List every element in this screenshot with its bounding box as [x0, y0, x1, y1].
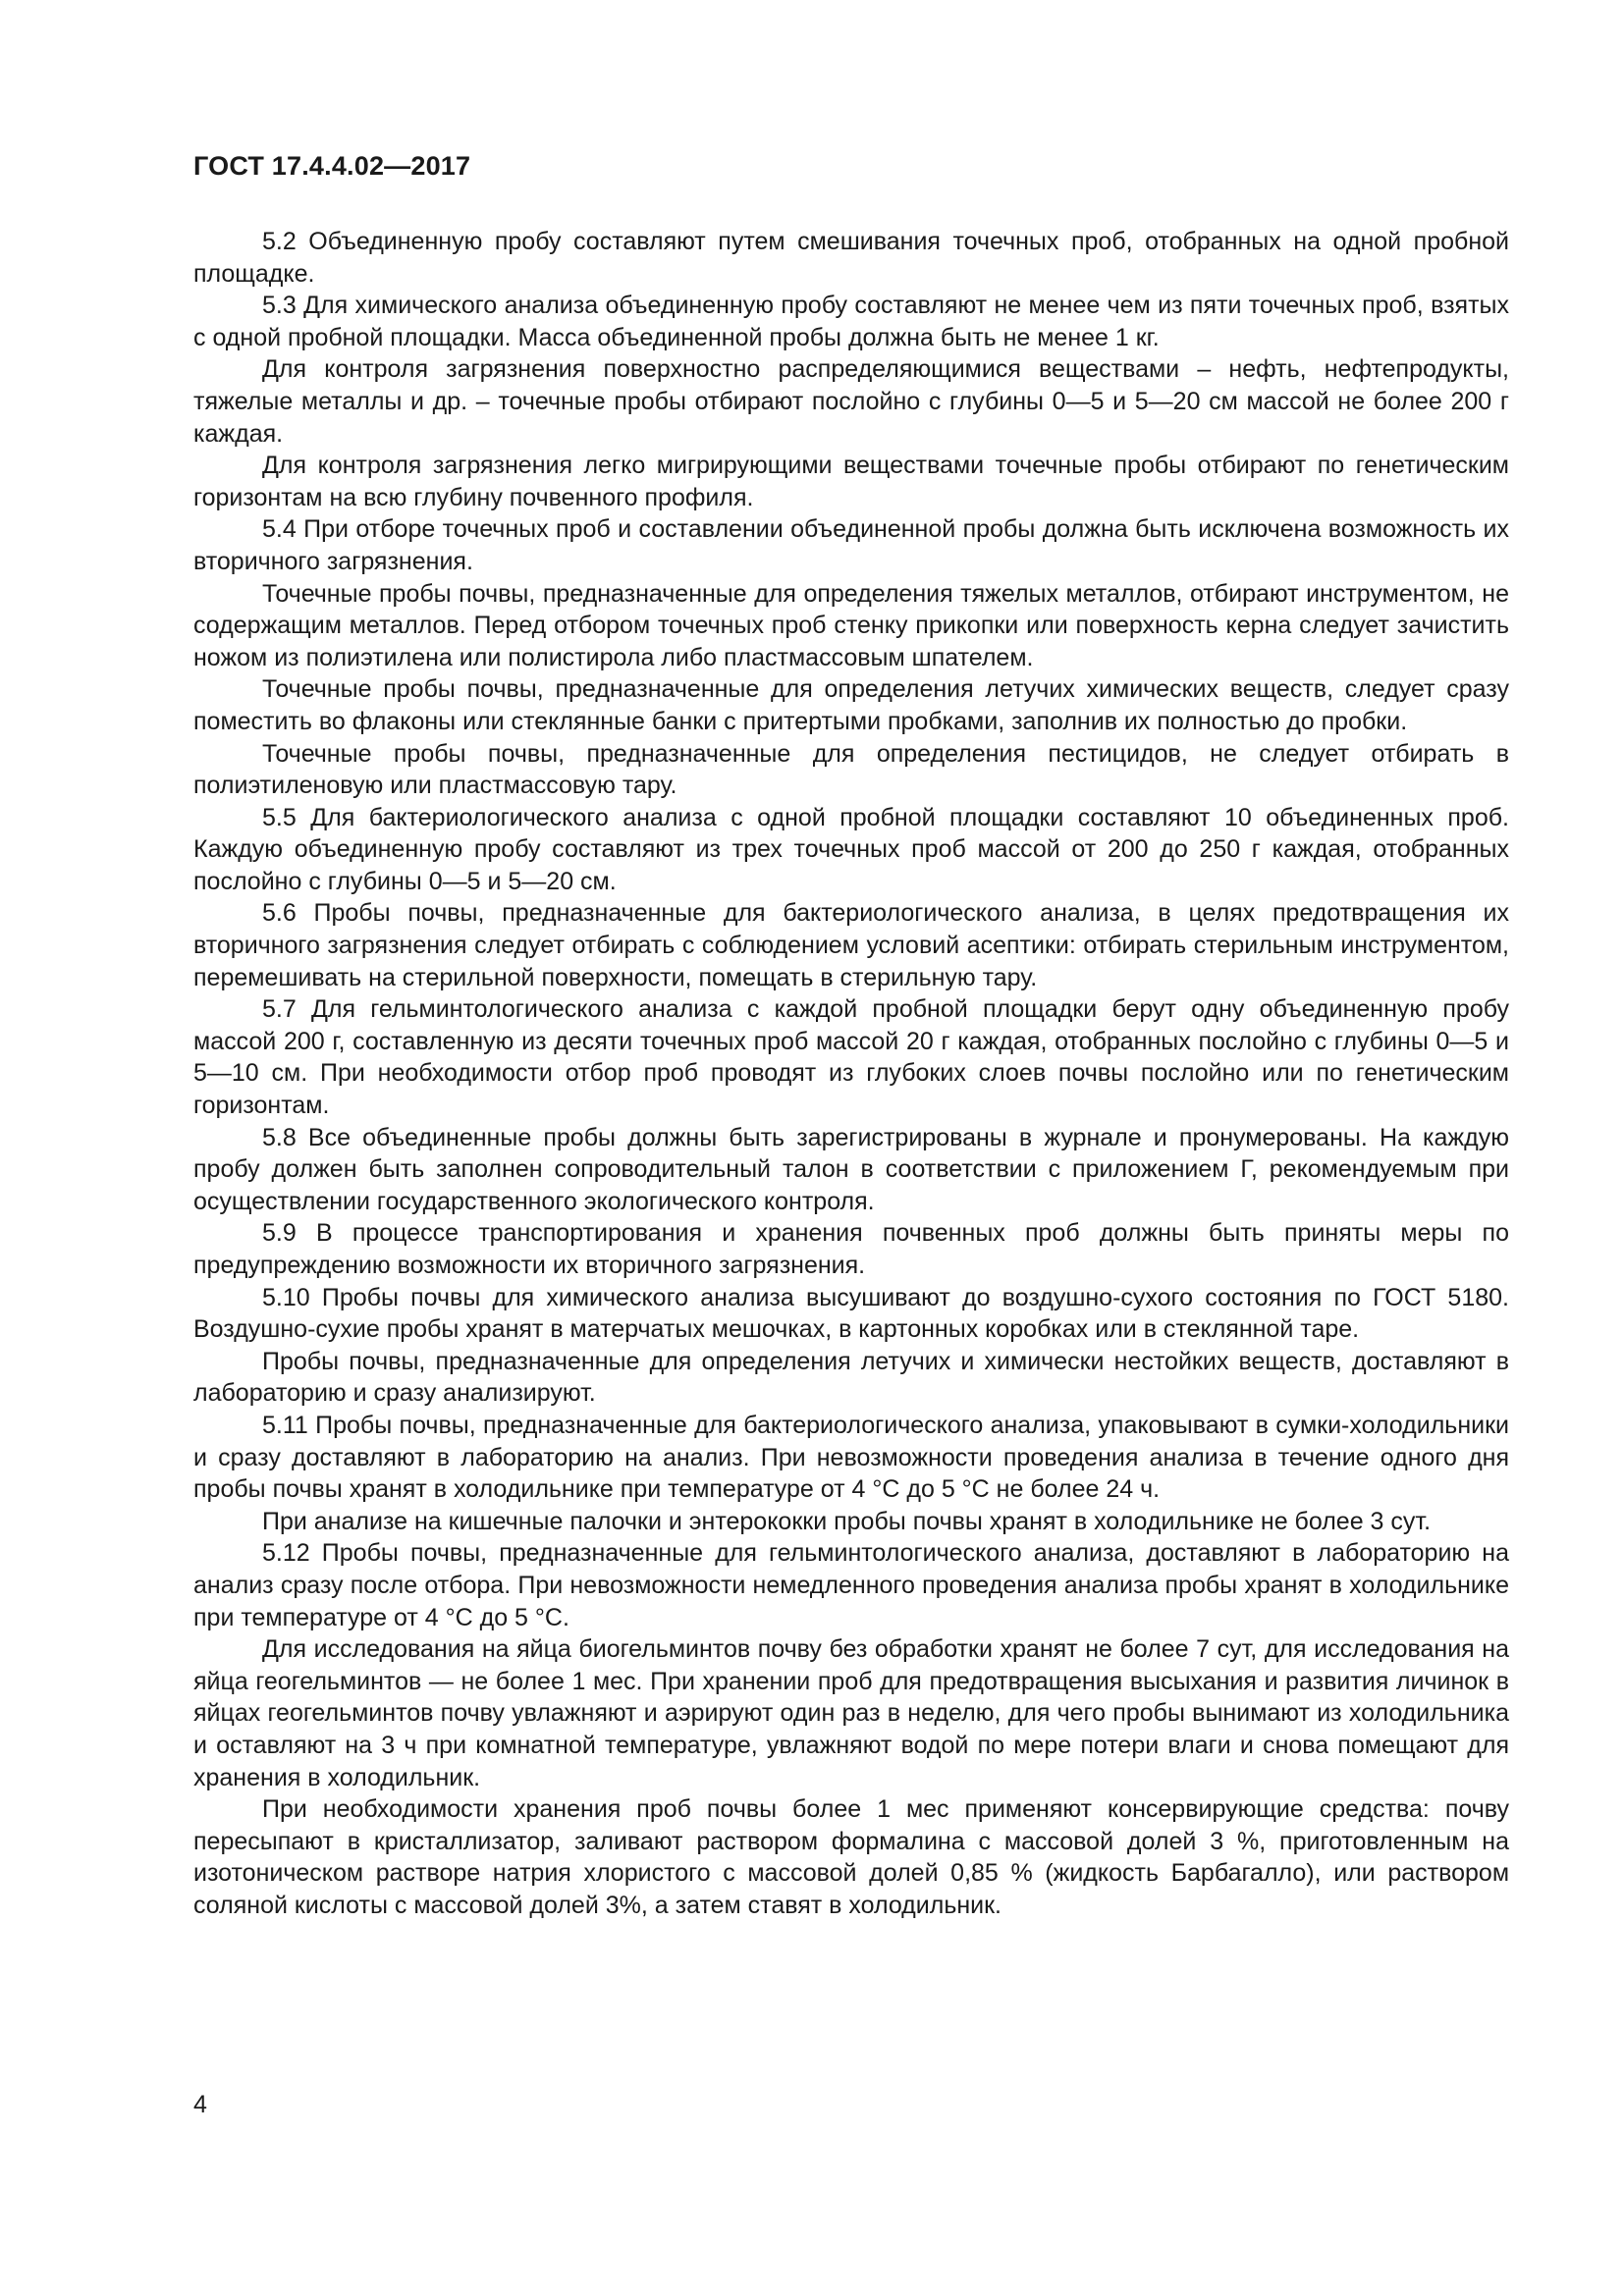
paragraph: При необходимости хранения проб почвы более 1 мес применяют консервирующие средства: почву пересыпают в кристаллизатор, заливают раствором формалина с массовой долей 3 %, приготовленным на изотоническом растворе натрия хлористого с массовой долей 0,85 % (жидкость Барбагалло), или раствором соляной кислоты с массовой долей 3%, а затем ставят в холодильник.	[193, 1795, 1509, 1919]
paragraph-5-8: 5.8 Все объединенные пробы должны быть зарегистрированы в журнале и пронумерованы. На каждую пробу должен быть заполнен сопроводительный талон в соответствии с приложением Г, рекомендуемым при осуществлении государственного экологического контроля.	[193, 1123, 1509, 1215]
paragraph: Точечные пробы почвы, предназначенные для определения летучих химических веществ, следует сразу поместить во флаконы или стеклянные банки с притертыми пробками, заполнив их полностью до пробки.	[193, 675, 1509, 735]
paragraph-5-6: 5.6 Пробы почвы, предназначенные для бактериологического анализа, в целях предотвращения их вторичного загрязнения следует отбирать с соблюдением условий асептики: отбирать стерильным инструментом, перемешивать на стерильной поверхности, помещать в стерильную тару.	[193, 899, 1509, 991]
paragraph: Точечные пробы почвы, предназначенные для определения пестицидов, не следует отбирать в полиэтиленовую или пластмассовую тару.	[193, 739, 1509, 800]
paragraph: При анализе на кишечные палочки и энтерококки пробы почвы хранят в холодильнике не более 3 сут.	[262, 1507, 1432, 1535]
page-number: 4	[193, 2091, 207, 2118]
paragraph-5-4: 5.4 При отборе точечных проб и составлении объединенной пробы должна быть исключена возможность их вторичного загрязнения.	[193, 515, 1509, 575]
paragraph: Точечные пробы почвы, предназначенные для определения тяжелых металлов, отбирают инструментом, не содержащим металлов. Перед отбором точечных проб стенку прикопки или поверхность керна следует зачистить ножом из полиэтилена или полистирола либо пластмассовым шпателем.	[193, 579, 1509, 671]
paragraph: Для контроля загрязнения легко мигрирующими веществами точечные пробы отбирают по генетическим горизонтам на всю глубину почвенного профиля.	[193, 452, 1509, 511]
paragraph-5-3: 5.3 Для химического анализа объединенную пробу составляют не менее чем из пяти точечных проб, взятых с одной пробной площадки. Масса объединенной пробы должна быть не менее 1 кг.	[193, 292, 1509, 351]
paragraph-5-2: 5.2 Объединенную пробу составляют путем смешивания точечных проб, отобранных на одной пробной площадке.	[193, 228, 1509, 288]
paragraph-5-9: 5.9 В процессе транспортирования и хранения почвенных проб должны быть приняты меры по предупреждению возможности их вторичного загрязнения.	[193, 1219, 1509, 1279]
paragraph-5-7: 5.7 Для гельминтологического анализа с каждой пробной площадки берут одну объединенную пробу массой 200 г, составленную из десяти точечных проб массой 20 г каждая, отобранных послойно с глубины 0—5 и 5—10 см. При необходимости отбор проб проводят из глубоких слоев почвы послойно или по генетическим горизонтам.	[193, 995, 1509, 1120]
document-body	[193, 226, 1509, 1921]
paragraph: Пробы почвы, предназначенные для определения летучих и химически нестойких веществ, доставляют в лабораторию и сразу анализируют.	[193, 1347, 1509, 1408]
paragraph-5-5: 5.5 Для бактериологического анализа с одной пробной площадки составляют 10 объединенных проб. Каждую объединенную пробу составляют из трех точечных проб массой от 200 до 250 г каждая, отобранных послойно с глубины 0—5 и 5—20 см.	[193, 803, 1509, 895]
document-header-code: ГОСТ 17.4.4.02—2017	[193, 151, 471, 181]
paragraph: Для контроля загрязнения поверхностно распределяющимися веществами – нефть, нефтепродукты, тяжелые металлы и др. – точечные пробы отбирают послойно с глубины 0—5 и 5—20 см массой не более 200 г каждая.	[193, 355, 1509, 448]
paragraph-5-11: 5.11 Пробы почвы, предназначенные для бактериологического анализа, упаковывают в сумки-холодильники и сразу доставляют в лабораторию на анализ. При невозможности проведения анализа в течение одного дня пробы почвы хранят в холодильнике при температуре от 4 °С до 5 °С не более 24 ч.	[193, 1411, 1509, 1504]
paragraph: Для исследования на яйца биогельминтов почву без обработки хранят не более 7 сут, для исследования на яйца геогельминтов — не более 1 мес. При хранении проб для предотвращения высыхания и развития личинок в яйцах геогельминтов почву увлажняют и аэрируют один раз в неделю, для чего пробы вынимают из холодильника и оставляют на 3 ч при комнатной температуре, увлажняют водой по мере потери влаги и снова помещают для хранения в холодильник.	[193, 1635, 1509, 1791]
paragraph-5-12: 5.12 Пробы почвы, предназначенные для гельминтологического анализа, доставляют в лабораторию на анализ сразу после отбора. При невозможности немедленного проведения анализа пробы хранят в холодильнике при температуре от 4 °С до 5 °С.	[193, 1539, 1509, 1631]
paragraph-5-10: 5.10 Пробы почвы для химического анализа высушивают до воздушно-сухого состояния по ГОСТ 5180. Воздушно-сухие пробы хранят в матерчатых мешочках, в картонных коробках или в стеклянной таре.	[193, 1283, 1509, 1344]
